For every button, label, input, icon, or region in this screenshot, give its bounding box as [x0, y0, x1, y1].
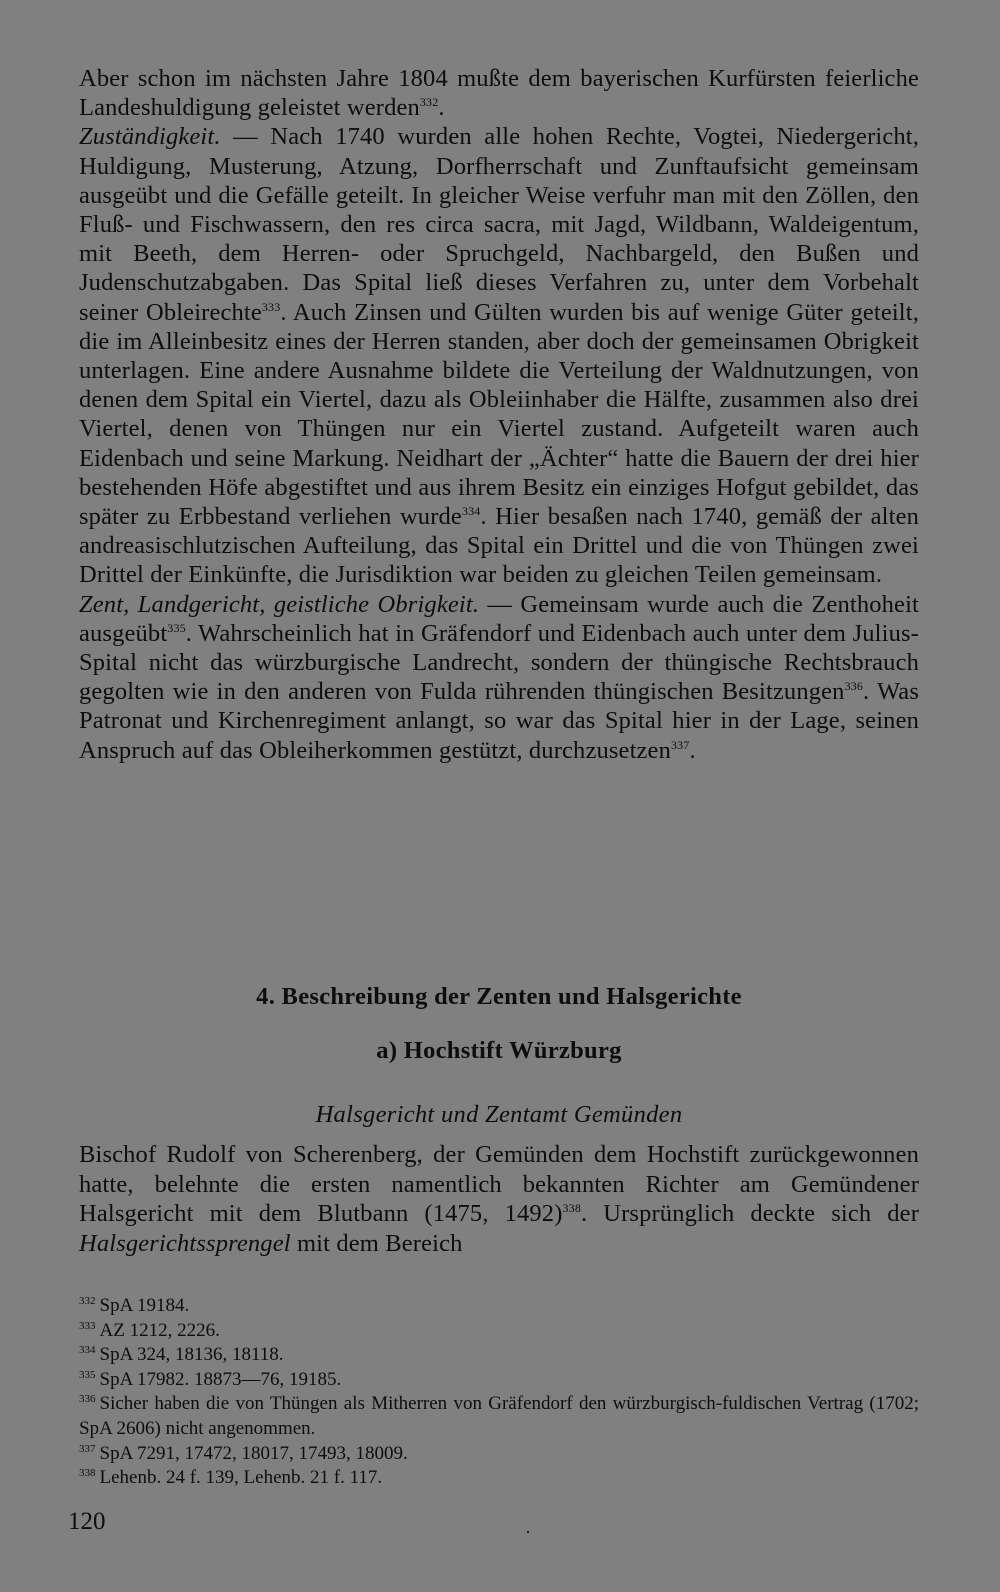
footnote-text: Lehenb. 24 f. 139, Lehenb. 21 f. 117.	[99, 1467, 383, 1489]
footnote-number: 334	[79, 1344, 96, 1357]
footnote-ref-335[interactable]: 335	[167, 620, 186, 635]
text-run: .	[438, 94, 445, 122]
paragraph-1	[79, 64, 919, 122]
footnote-number: 332	[79, 1295, 96, 1307]
footnote	[79, 1442, 919, 1467]
italic-heading: Halsgericht und Zentamt Gemünden	[315, 1101, 683, 1128]
text-run: . Auch Zinsen und Gülten wurden bis auf wenige Güter geteilt, die im Alleinbesitz eines der Herren standen, aber doch der gemeinsamen Obrigkeit unterlagen. Eine andere Ausnahme bildete die Verteilung der Waldnutzungen, von denen dem Spital ein Viertel, dazu als Obleiinhaber die Hälfte, zusammen also drei Viertel, denen von Thüngen nur ein Viertel zustand. Aufgeteilt waren auch Eidenbach und seine Markung. Neidhart der „Ächter“ hatte die Bauern der drei hier bestehenden Höfe abgestiftet und aus ihrem Besitz ein einziges Hofgut gebildet, das später zu Erbbestand verliehen wurde	[79, 298, 919, 531]
footnote-ref-338[interactable]: 338	[562, 1201, 581, 1215]
text-run: . Was Patronat und Kirchenregiment anlangt, so war das Spital hier in der Lage, seinen Anspruch auf das Obleiherkommen gestützt, durchzusetzen	[79, 678, 919, 764]
main-text	[79, 64, 919, 765]
paragraph-2	[79, 122, 919, 589]
text-run: Aber schon im nächsten Jahre 1804 mußte dem bayerischen Kurfürsten feierliche Landeshuldigung geleistet werden	[79, 65, 919, 122]
text-run: .	[689, 736, 696, 764]
footnote-text: SpA 324, 18136, 18118.	[99, 1344, 284, 1366]
footnote-number: 337	[79, 1442, 96, 1455]
footnote	[79, 1319, 919, 1344]
footnote-number: 338	[79, 1467, 96, 1480]
footnote-ref-334[interactable]: 334	[461, 504, 481, 519]
footnote-ref-336[interactable]: 336	[844, 679, 864, 694]
footnote	[79, 1368, 919, 1393]
section-heading: 4. Beschreibung der Zenten und Halsgerichte	[256, 983, 742, 1010]
footnote-text: AZ 1212, 2226.	[99, 1319, 220, 1341]
text-run: . Hier besaßen nach 1740, gemäß der alten andreasischlutzischen Aufteilung, das Spital ein Drittel und die von Thüngen zwei Drittel der Einkünfte, die Jurisdiktion war beiden zu gleichen Teilen gemeinsam.	[79, 503, 919, 589]
scan-speck	[527, 1531, 529, 1533]
footnote-number: 335	[79, 1368, 96, 1381]
footnote-text: SpA 19184.	[99, 1295, 190, 1316]
text-run: — Nach 1740 wurden alle hohen Rechte, Vogtei, Niedergericht, Huldigung, Musterung, Atzung, Dorfherrschaft und Zunftaufsicht gemeinsam ausgeübt und die Gefälle geteilt. In gleicher Weise verfuhr man mit den Zöllen, den Fluß- und Fischwassern, den res circa sacra, mit Jagd, Wildbann, Waldeigentum, mit Beeth, dem Herren- oder Spruchgeld, Nachbargeld, den Bußen und Judenschutzabgaben. Das Spital ließ dieses Verfahren zu, unter dem Vorbehalt seiner Obleirechte	[79, 123, 919, 326]
footnote-text: Sicher haben die von Thüngen als Mitherren von Gräfendorf den würzburgisch-fuldischen Vertrag (1702; SpA 2606) nicht angenommen.	[79, 1393, 919, 1439]
footnote-ref-333[interactable]: 333	[261, 299, 281, 314]
footnote	[79, 1294, 919, 1319]
footnotes	[79, 1294, 919, 1491]
italic-term: Halsgerichtssprengel	[79, 1229, 291, 1257]
text-run: . Ursprünglich deckte sich der	[580, 1200, 919, 1227]
footnote	[79, 1343, 919, 1368]
footnote	[79, 1466, 919, 1491]
text-run: mit dem Bereich	[290, 1229, 463, 1257]
page-number: 120	[68, 1508, 106, 1535]
footnote-ref-332[interactable]: 332	[419, 95, 439, 110]
footnote-text: SpA 17982. 18873—76, 19185.	[99, 1368, 342, 1390]
subsection-heading: a) Hochstift Würzburg	[376, 1037, 622, 1064]
text-run: . Wahrscheinlich hat in Gräfendorf und Eidenbach auch unter dem Julius-Spital nicht das würzburgische Landrecht, sondern der thüngische Rechtsbrauch gegolten wie in den anderen von Fulda rührenden thüngischen Besitzungen	[79, 619, 919, 706]
paragraph-4	[79, 1140, 919, 1258]
text-run: — Gemeinsam wurde auch die Zenthoheit ausgeübt	[79, 590, 919, 647]
paragraph-3	[79, 590, 919, 765]
paragraph-label: Zuständigkeit.	[79, 123, 221, 151]
footnote-number: 336	[79, 1393, 96, 1406]
footnote-text: SpA 7291, 17472, 18017, 17493, 18009.	[99, 1442, 408, 1464]
footnote-ref-337[interactable]: 337	[670, 737, 690, 752]
footnote-number: 333	[79, 1319, 96, 1332]
paragraph-label: Zent, Landgericht, geistliche Obrigkeit.	[79, 590, 480, 618]
text-run: Bischof Rudolf von Scherenberg, der Gemünden dem Hochstift zurückgewonnen hatte, belehnte die ersten namentlich bekannten Richter am Gemündener Halsgericht mit dem Blutbann (1475, 1492)	[79, 1141, 919, 1227]
footnote	[79, 1392, 919, 1441]
